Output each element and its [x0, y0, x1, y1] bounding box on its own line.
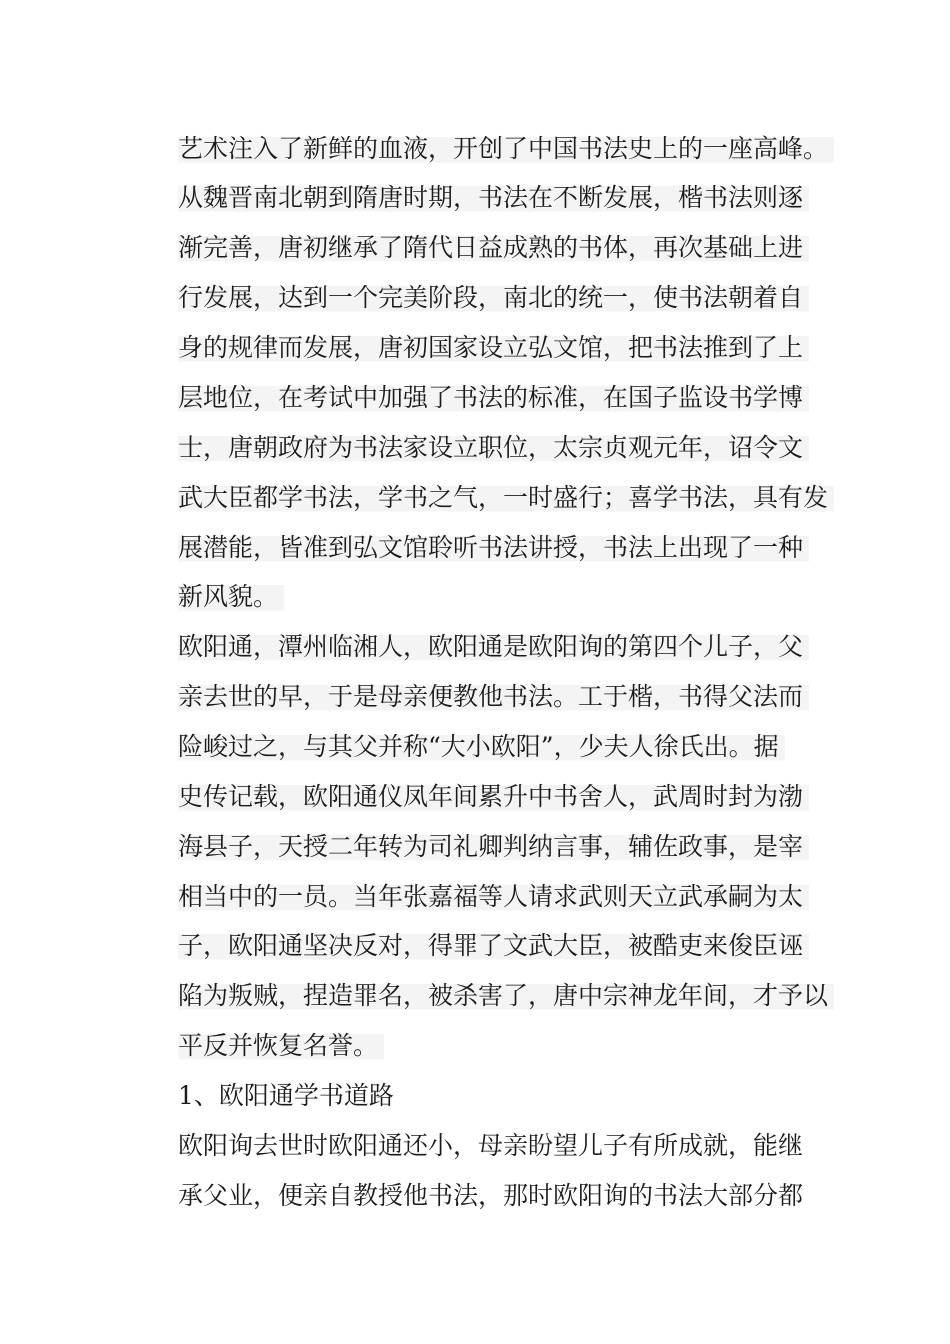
text-line-1: 艺术注入了新鲜的血液，开创了中国书法史上的一座高峰。	[178, 133, 834, 165]
text-line-2: 从魏晋南北朝到隋唐时期，书法在不断发展，楷书法则逐	[178, 182, 809, 214]
text-line-19: 平反并恢复名誉。	[178, 1030, 384, 1062]
text-line-9: 展潜能，皆准到弘文馆聆听书法讲授，书法上出现了一种	[178, 532, 809, 564]
text-line-16: 相当中的一员。当年张嘉福等人请求武则天立武承嗣为太	[178, 881, 809, 913]
text-line-8: 武大臣都学书法，学书之气，一时盛行；喜学书法，具有发	[178, 482, 834, 514]
section-heading: 1、欧阳通学书道路	[178, 1081, 394, 1110]
text-line-14: 史传记载，欧阳通仪凤年间累升中书舍人，武周时封为渤	[178, 781, 809, 813]
text-line-17: 子，欧阳通坚决反对，得罪了文武大臣，被酷吏来俊臣诬	[178, 930, 809, 962]
text-line-7: 士，唐朝政府为书法家设立职位，太宗贞观元年，诏令文	[178, 432, 809, 464]
text-line-22: 承父业，便亲自教授他书法，那时欧阳询的书法大部分都	[178, 1181, 804, 1210]
text-line-18: 陷为叛贼，捏造罪名，被杀害了，唐中宗神龙年间，才予以	[178, 980, 834, 1012]
text-line-4: 行发展，达到一个完美阶段，南北的统一，使书法朝着自	[178, 282, 809, 314]
text-line-12: 亲去世的早，于是母亲便教他书法。工于楷，书得父法而	[178, 681, 809, 713]
text-line-6: 层地位，在考试中加强了书法的标准，在国子监设书学博	[178, 382, 809, 414]
text-line-15: 海县子，天授二年转为司礼卿判纳言事，辅佐政事，是宰	[178, 831, 809, 863]
text-line-3: 渐完善，唐初继承了隋代日益成熟的书体，再次基础上进	[178, 232, 809, 264]
text-line-13: 险峻过之，与其父并称“大小欧阳”，少夫人徐氏出。据	[178, 731, 785, 763]
text-line-5: 身的规律而发展，唐初国家设立弘文馆，把书法推到了上	[178, 332, 809, 364]
text-line-10: 新风貌。	[178, 581, 284, 613]
text-line-21: 欧阳询去世时欧阳通还小，母亲盼望儿子有所成就，能继	[178, 1131, 804, 1160]
text-line-11: 欧阳通，潭州临湘人，欧阳通是欧阳询的第四个儿子，父	[178, 631, 809, 663]
